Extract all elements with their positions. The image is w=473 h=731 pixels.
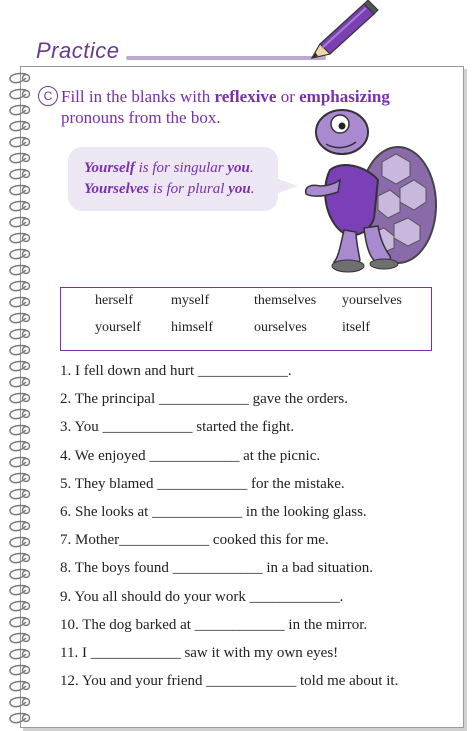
spiral-ring: [10, 650, 30, 659]
word-box-item: themselves: [254, 293, 317, 308]
keyword-emphasizing: emphasizing: [299, 87, 390, 106]
word-box-item: yourselves: [342, 293, 402, 308]
spiral-ring: [10, 106, 30, 115]
instruction-part: pronouns from the box.: [61, 108, 221, 127]
spiral-ring: [10, 234, 30, 243]
question-item: 10. The dog barked at ____________ in the mirror.: [60, 616, 368, 633]
bubble-word: is for plural: [149, 181, 229, 197]
bubble-word: Yourselves: [84, 181, 149, 197]
spiral-ring: [10, 442, 30, 451]
turtle-illustration: [290, 100, 440, 280]
bubble-word: .: [249, 160, 254, 176]
word-box-item: yourself: [95, 320, 141, 335]
word-box-item: myself: [171, 293, 210, 308]
spiral-ring: [10, 298, 30, 307]
word-box-item: himself: [171, 320, 213, 335]
question-item: 7. Mother____________ cooked this for me.: [60, 532, 329, 549]
spiral-ring: [10, 346, 30, 355]
spiral-ring: [10, 458, 30, 467]
question-item: 12. You and your friend ____________ told me about it.: [60, 673, 399, 690]
spiral-ring: [10, 714, 30, 723]
spiral-ring: [10, 266, 30, 275]
spiral-ring: [10, 698, 30, 707]
page-title: Practice: [36, 38, 120, 63]
spiral-ring: [10, 394, 30, 403]
bubble-word: Yourself: [84, 160, 135, 176]
question-item: 8. The boys found ____________ in a bad situation.: [60, 560, 374, 577]
instruction-part: or: [276, 87, 300, 106]
spiral-ring: [10, 122, 30, 131]
exercise-badge: C: [38, 86, 58, 106]
spiral-ring: [10, 602, 30, 611]
spiral-ring: [10, 618, 30, 627]
spiral-ring: [10, 554, 30, 563]
question-item: 4. We enjoyed ____________ at the picnic.: [60, 447, 321, 464]
spiral-ring: [10, 378, 30, 387]
question-list: [60, 357, 460, 695]
spiral-ring: [10, 506, 30, 515]
title-underline: [126, 56, 326, 60]
bubble-text: [84, 158, 274, 200]
spiral-ring: [10, 490, 30, 499]
pencil-icon: [300, 0, 380, 70]
spiral-ring: [10, 522, 30, 531]
word-box-item: herself: [95, 293, 134, 308]
question-item: 3. You ____________ started the fight.: [60, 419, 295, 436]
spiral-ring: [10, 154, 30, 163]
question-item: 5. They blamed ____________ for the mistake.: [60, 475, 345, 492]
bubble-word: is for singular: [134, 160, 228, 176]
spiral-ring: [10, 218, 30, 227]
instruction-part: Fill in the blanks with: [61, 87, 215, 106]
word-box-item: ourselves: [254, 320, 307, 335]
spiral-ring: [10, 682, 30, 691]
spiral-ring: [10, 426, 30, 435]
spiral-ring: [10, 570, 30, 579]
keyword-reflexive: reflexive: [214, 87, 277, 106]
word-box-item: itself: [342, 320, 370, 335]
spiral-ring: [10, 90, 30, 99]
spiral-ring: [10, 330, 30, 339]
spiral-ring: [10, 474, 30, 483]
spiral-ring: [10, 538, 30, 547]
spiral-ring: [10, 666, 30, 675]
spiral-ring: [10, 170, 30, 179]
spiral-ring: [10, 410, 30, 419]
spiral-ring: [10, 586, 30, 595]
spiral-binding: [2, 68, 38, 728]
spiral-ring: [10, 74, 30, 83]
spiral-ring: [10, 314, 30, 323]
spiral-ring: [10, 282, 30, 291]
question-item: 6. She looks at ____________ in the looking glass.: [60, 503, 367, 520]
question-item: 9. You all should do your work ____________.: [60, 588, 344, 605]
spiral-ring: [10, 202, 30, 211]
question-item: 2. The principal ____________ gave the orders.: [60, 391, 348, 408]
bubble-word: you: [228, 181, 251, 197]
spiral-ring: [10, 362, 30, 371]
bubble-word: you: [227, 160, 250, 176]
bubble-line-1: [84, 158, 274, 179]
header: [0, 0, 473, 64]
bubble-word: .: [250, 181, 255, 197]
spiral-ring: [10, 634, 30, 643]
spiral-ring: [10, 250, 30, 259]
question-item: 1. I fell down and hurt ____________.: [60, 363, 292, 379]
bubble-line-2: [84, 179, 274, 200]
spiral-ring: [10, 138, 30, 147]
question-item: 11. I ____________ saw it with my own eyes!: [60, 644, 339, 661]
spiral-ring: [10, 186, 30, 195]
